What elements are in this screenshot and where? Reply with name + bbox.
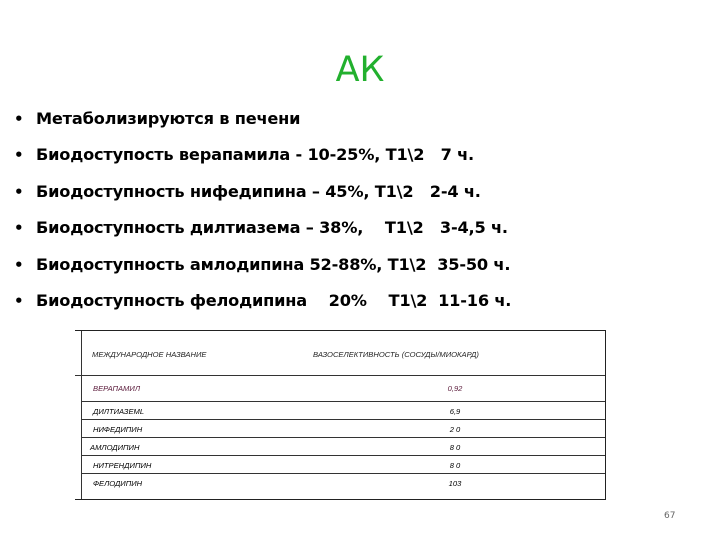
drug-name: ВЕРАПАМИЛ [93, 384, 141, 393]
bullet-item [14, 210, 511, 246]
drug-name: АМЛОДИПИН [90, 443, 140, 452]
table-divider [75, 375, 605, 376]
bullet-text: Биодоступность амлодипина 52-88%, Т1\2 35-50 ч. [36, 254, 511, 274]
bullet-text: Биодоступность фелодипина 20% Т1\2 11-16 ч. [36, 290, 512, 310]
header-selectivity: ВАЗОСЕЛЕКТИВНОСТЬ (СОСУДЫ/МИОКАРД) [313, 350, 479, 359]
table-row: ФЕЛОДИПИН 103 [93, 479, 462, 488]
bullet-text: Метаболизируются в печени [36, 109, 301, 128]
bullet-text: Биодоступность нифедипина – 45%, Т1\2 2-4 ч. [36, 181, 481, 201]
selectivity-table [75, 330, 606, 500]
bullet-list [14, 101, 511, 319]
bullet-item [14, 283, 511, 319]
bullet-item [14, 101, 511, 137]
table-divider [81, 401, 605, 402]
bullet-item [14, 174, 511, 210]
bullet-dot-icon: • [14, 291, 24, 310]
drug-name: НИФЕДИПИН [93, 425, 143, 434]
bullet-text: Биодоступность дилтиазема – 38%, Т1\2 3-4,5 ч. [36, 218, 508, 238]
table-header [75, 331, 605, 375]
bullet-item [14, 247, 511, 283]
header-name: МЕЖДУНАРОДНОЕ НАЗВАНИЕ [92, 350, 207, 359]
table-row: ВЕРАПАМИЛ 0,92 [93, 384, 463, 393]
table-row: НИТРЕНДИПИН 8 0 [93, 461, 461, 470]
bullet-dot-icon: • [14, 146, 24, 165]
bullet-dot-icon: • [14, 255, 24, 274]
table-row: ДИЛТИАЗЕМL 6,9 [93, 407, 461, 416]
slide-title: АК [335, 50, 385, 90]
drug-name: НИТРЕНДИПИН [93, 461, 152, 470]
bullet-text: Биодоступость верапамила - 10-25%, Т1\2 7 ч. [36, 145, 474, 165]
bullet-dot-icon: • [14, 219, 24, 238]
table-row: НИФЕДИПИН 2 0 [93, 425, 461, 434]
drug-name: ФЕЛОДИПИН [93, 479, 143, 488]
bullet-dot-icon: • [14, 110, 24, 128]
bullet-dot-icon: • [14, 182, 24, 201]
page-number: 67 [664, 511, 676, 521]
bullet-item [14, 137, 511, 173]
table-row: АМЛОДИПИН 8 0 [90, 443, 461, 452]
drug-name: ДИЛТИАЗЕМL [93, 407, 145, 416]
